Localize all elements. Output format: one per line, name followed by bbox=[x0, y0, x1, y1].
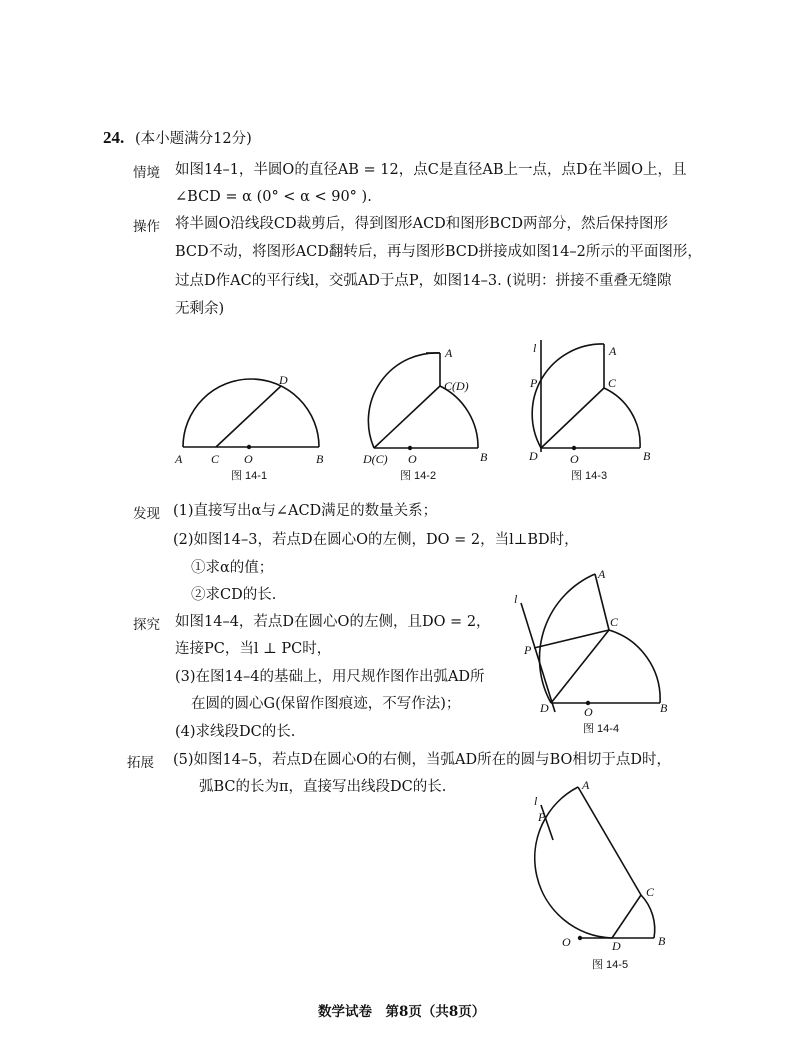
fig5-arc-ad bbox=[535, 787, 612, 938]
fig3-label-d: D bbox=[529, 449, 538, 463]
scenario-line2: ∠BCD = α (0° < α < 90° ). bbox=[175, 189, 372, 205]
operation-line4: 无剩余) bbox=[175, 301, 225, 317]
operation-line1: 将半圆O沿线段CD裁剪后，得到图形ACD和图形BCD两部分，然后保持图形 bbox=[175, 216, 668, 232]
fig3-label-a: A bbox=[609, 344, 617, 358]
explore-tag: 探究 bbox=[133, 617, 160, 633]
fig4-label-o: O bbox=[584, 705, 593, 719]
fig1-label-d: D bbox=[279, 373, 288, 387]
fig5-center-dot bbox=[578, 936, 582, 940]
extend-q5b: 弧BC的长为π，直接写出线段DC的长. bbox=[199, 779, 447, 795]
explore-q4: (4)求线段DC的长. bbox=[175, 724, 296, 740]
discovery-q2: (2)如图14–3，若点D在圆心O的左侧，DO = 2，当l⊥BD时， bbox=[173, 532, 579, 548]
fig4-label-c: C bbox=[610, 615, 619, 629]
fig3-label-b: B bbox=[643, 449, 651, 463]
fig2-caption: 图 14-2 bbox=[400, 470, 437, 482]
explore-line1: 如图14–4，若点D在圆心O的左侧，且DO = 2， bbox=[175, 614, 491, 630]
explore-q3a: (3)在图14–4的基础上，用尺规作图作出弧AD所 bbox=[175, 669, 485, 685]
fig3-label-o: O bbox=[570, 452, 579, 466]
extend-q5a: (5)如图14–5，若点D在圆心O的右侧，当弧AD所在的圆与BO相切于点D时， bbox=[173, 752, 672, 768]
fig5-segment-dc bbox=[612, 895, 641, 938]
fig2-label-b: B bbox=[480, 450, 488, 464]
fig1-label-a: A bbox=[175, 452, 183, 466]
question-number: 24. bbox=[103, 128, 125, 147]
discovery-tag: 发现 bbox=[133, 506, 160, 522]
fig1-caption: 图 14-1 bbox=[231, 470, 268, 482]
operation-line2: BCD不动，将图形ACD翻转后，再与图形BCD拼接成如图14–2所示的平面图形， bbox=[175, 244, 702, 260]
fig2-label-o: O bbox=[408, 452, 417, 466]
fig2-label-cd: C(D) bbox=[444, 379, 469, 393]
scenario-line1: 如图14–1，半圆O的直径AB = 12，点C是直径AB上一点，点D在半圆O上，且 bbox=[175, 162, 687, 178]
extend-tag: 拓展 bbox=[127, 755, 154, 771]
fig4-label-p: P bbox=[524, 643, 532, 657]
fig3-caption: 图 14-3 bbox=[571, 470, 608, 482]
discovery-q1: (1)直接写出α与∠ACD满足的数量关系； bbox=[173, 503, 438, 519]
fig5-label-p: P bbox=[538, 810, 546, 824]
fig5-label-a: A bbox=[582, 778, 590, 792]
fig5-segment-ac bbox=[578, 787, 641, 895]
operation-line3: 过点D作AC的平行线l，交弧AD于点P，如图14–3. (说明：拼接不重叠无缝隙 bbox=[175, 273, 672, 289]
fig4-label-d: D bbox=[540, 701, 549, 715]
fig2-label-a: A bbox=[445, 346, 453, 360]
discovery-q2b: ②求CD的长. bbox=[191, 587, 277, 603]
fig5-label-b: B bbox=[658, 934, 666, 948]
page-footer: 数学试卷 第8页（共8页） bbox=[318, 1004, 486, 1020]
explore-line2: 连接PC，当l ⊥ PC时， bbox=[175, 641, 332, 657]
fig4-label-b: B bbox=[660, 701, 668, 715]
fig1-label-o: O bbox=[244, 452, 253, 466]
fig5-arc-cb bbox=[641, 895, 655, 938]
fig5-label-l: l bbox=[534, 794, 538, 808]
fig2-label-dc: D(C) bbox=[363, 452, 388, 466]
fig1-label-b: B bbox=[316, 452, 324, 466]
fig3-label-p: P bbox=[530, 376, 538, 390]
fig5-label-o: O bbox=[562, 935, 571, 949]
fig5-caption: 图 14-5 bbox=[592, 959, 629, 971]
fig1-label-c: C bbox=[211, 452, 220, 466]
scenario-tag: 情境 bbox=[133, 165, 160, 181]
operation-tag: 操作 bbox=[133, 219, 160, 235]
fig4-label-a: A bbox=[598, 567, 606, 581]
fig5-label-c: C bbox=[646, 885, 655, 899]
question-points: (本小题满分12分) bbox=[135, 131, 252, 147]
fig5-label-d: D bbox=[612, 939, 621, 953]
fig3-label-l: l bbox=[533, 341, 537, 355]
discovery-q2a: ①求α的值； bbox=[191, 560, 274, 576]
explore-q3b: 在圆的圆心G(保留作图痕迹，不写作法)； bbox=[191, 696, 461, 712]
fig3-label-c: C bbox=[608, 376, 617, 390]
fig4-caption: 图 14-4 bbox=[583, 723, 620, 735]
fig4-label-l: l bbox=[514, 592, 518, 606]
